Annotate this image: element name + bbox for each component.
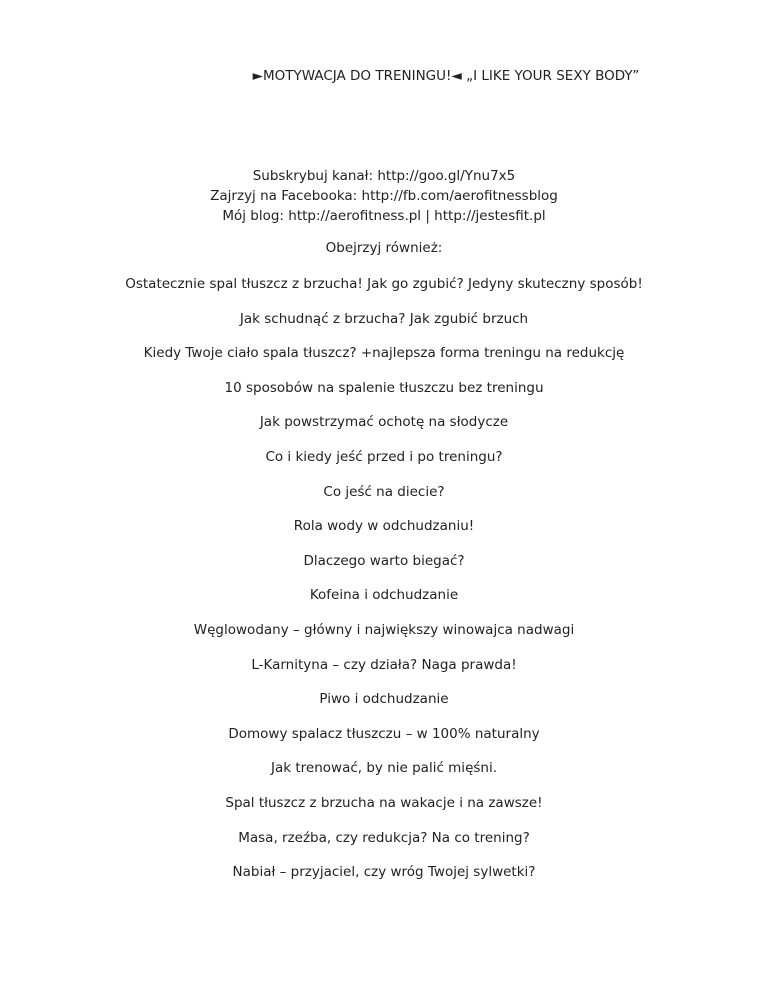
related-video-link[interactable]: Ostatecznie spal tłuszcz z brzucha! Jak go zgubić? Jedyny skuteczny sposób! xyxy=(125,276,643,292)
related-video-link[interactable]: Piwo i odchudzanie xyxy=(319,691,449,708)
related-video-link[interactable]: Rola wody w odchudzaniu! xyxy=(293,518,475,535)
related-video-link[interactable]: Masa, rzeźba, czy redukcja? Na co trening? xyxy=(238,829,530,846)
related-videos-list xyxy=(0,275,768,898)
related-video-link[interactable]: Domowy spalacz tłuszczu – w 100% naturalny xyxy=(228,725,540,742)
related-video-link[interactable]: Jak trenować, by nie palić mięśni. xyxy=(271,760,497,777)
subscribe-channel-link[interactable]: Subskrybuj kanał: http://goo.gl/Ynu7x5 xyxy=(252,168,516,184)
see-also-heading: Obejrzyj również: xyxy=(325,240,443,256)
related-video-link[interactable]: Jak powstrzymać ochotę na słodycze xyxy=(259,414,509,431)
related-video-link[interactable]: Dlaczego warto biegać? xyxy=(303,552,465,569)
related-video-link[interactable]: 10 sposobów na spalenie tłuszczu bez treningu xyxy=(224,379,544,396)
facebook-link[interactable]: Zajrzyj na Facebooka: http://fb.com/aerofitnessblog xyxy=(210,188,558,204)
related-video-link[interactable]: Jak schudnąć z brzucha? Jak zgubić brzuch xyxy=(239,310,529,327)
subscribe-block xyxy=(0,166,768,226)
document-title: ►MOTYWACJA DO TRENINGU!◄ „I LIKE YOUR SEXY BODY” xyxy=(252,68,640,84)
related-video-link[interactable]: Kofeina i odchudzanie xyxy=(309,587,459,604)
related-video-link[interactable]: Węglowodany – główny i największy winowajca nadwagi xyxy=(193,621,575,638)
related-video-link[interactable]: Spal tłuszcz z brzucha na wakacje i na zawsze! xyxy=(225,794,543,811)
related-video-link[interactable]: Co i kiedy jeść przed i po treningu? xyxy=(265,448,503,465)
related-video-link[interactable]: Nabiał – przyjaciel, czy wróg Twojej sylwetki? xyxy=(232,864,536,881)
blog-link[interactable]: Mój blog: http://aerofitness.pl | http://jestesfit.pl xyxy=(222,208,546,224)
related-video-link[interactable]: Co jeść na diecie? xyxy=(323,483,445,500)
related-video-link[interactable]: L-Karnityna – czy działa? Naga prawda! xyxy=(251,656,517,673)
related-video-link[interactable]: Kiedy Twoje ciało spala tłuszcz? +najlepsza forma treningu na redukcję xyxy=(143,345,625,362)
